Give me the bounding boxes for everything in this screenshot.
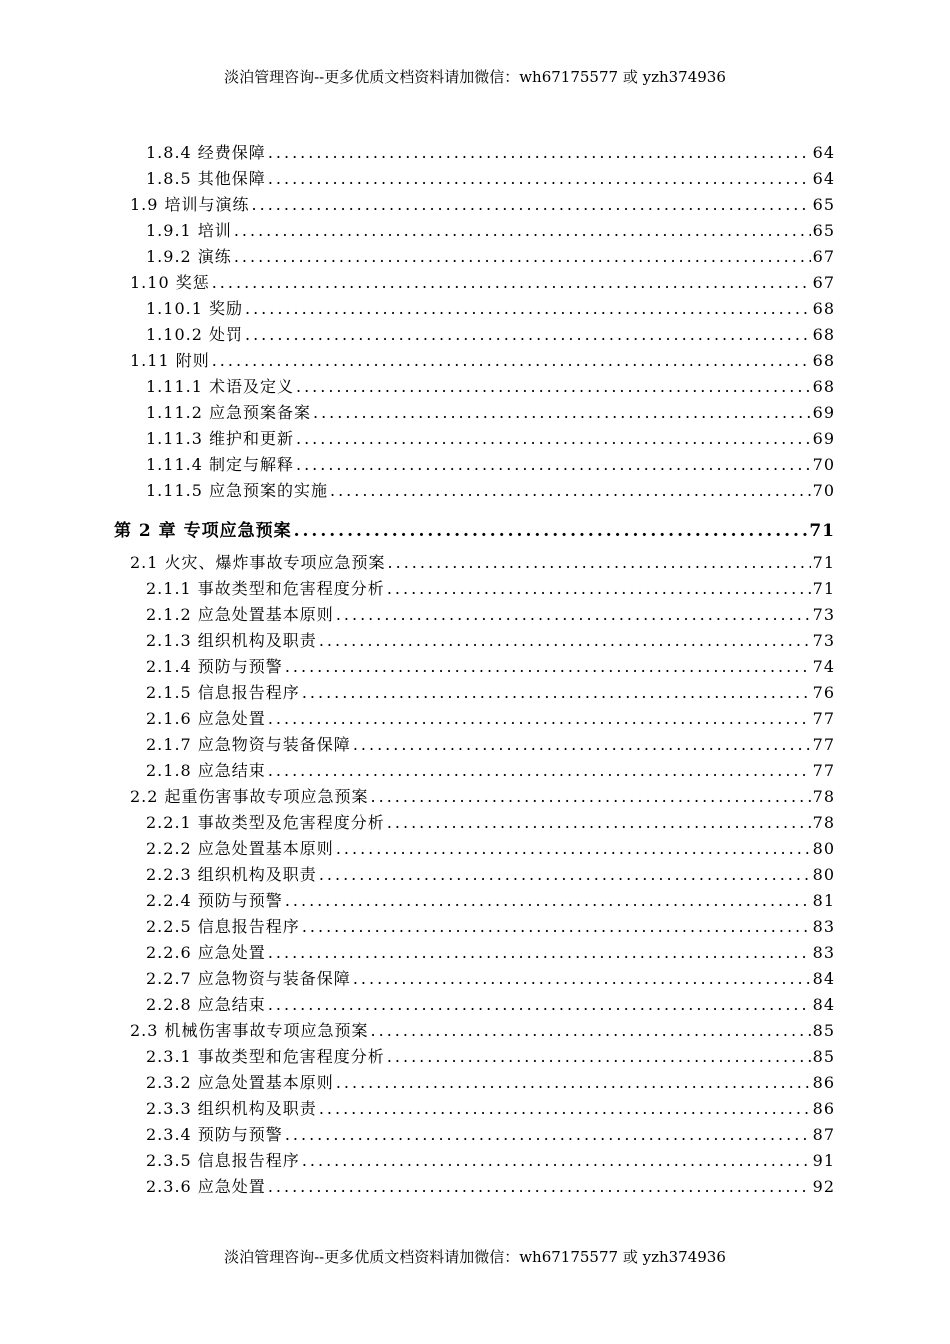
toc-page-number: 71 (809, 521, 835, 541)
toc-entry[interactable] (146, 836, 835, 859)
toc-page-number: 85 (812, 1021, 835, 1040)
toc-entry-title: 2.2.2 应急处置基本原则 (146, 839, 334, 858)
toc-entry[interactable] (146, 706, 835, 729)
toc-dot-leader (285, 657, 811, 676)
toc-dot-leader (302, 1151, 811, 1170)
toc-entry[interactable] (146, 1148, 835, 1171)
toc-entry[interactable] (146, 1122, 835, 1145)
toc-dot-leader (387, 813, 811, 832)
toc-entry[interactable] (146, 400, 835, 423)
toc-entry[interactable] (146, 940, 835, 963)
toc-page-number: 73 (812, 605, 835, 624)
toc-entry-title: 2.3.3 组织机构及职责 (146, 1099, 317, 1118)
toc-dot-leader (319, 865, 811, 884)
toc-entry-title: 2.3 机械伤害事故专项应急预案 (130, 1021, 369, 1040)
toc-entry-title: 2.1.1 事故类型和危害程度分析 (146, 579, 385, 598)
toc-entry[interactable] (146, 426, 835, 449)
toc-entry[interactable] (146, 244, 835, 267)
toc-entry[interactable] (146, 1070, 835, 1093)
toc-entry[interactable] (146, 166, 835, 189)
toc-dot-leader (245, 299, 811, 318)
toc-dot-leader (319, 1099, 811, 1118)
toc-entry[interactable] (146, 602, 835, 625)
toc-entry-title: 2.3.1 事故类型和危害程度分析 (146, 1047, 385, 1066)
toc-entry[interactable] (146, 296, 835, 319)
toc-entry-title: 2.2.1 事故类型及危害程度分析 (146, 813, 385, 832)
toc-page-number: 64 (812, 143, 835, 162)
toc-page-number: 68 (812, 299, 835, 318)
toc-page-number: 78 (812, 813, 835, 832)
toc-entry-title: 2.1.3 组织机构及职责 (146, 631, 317, 650)
toc-page-number: 83 (812, 943, 835, 962)
toc-entry[interactable] (146, 914, 835, 937)
toc-dot-leader (212, 351, 811, 370)
toc-entry[interactable] (130, 784, 835, 807)
toc-dot-leader (245, 325, 811, 344)
toc-entry[interactable] (130, 550, 835, 573)
toc-dot-leader (294, 521, 808, 541)
toc-dot-leader (387, 1047, 811, 1066)
toc-entry-title: 2.1 火灾、爆炸事故专项应急预案 (130, 553, 386, 572)
toc-entry-title: 2.2.4 预防与预警 (146, 891, 283, 910)
toc-dot-leader (268, 709, 811, 728)
toc-page-number: 91 (812, 1151, 835, 1170)
toc-entry[interactable] (146, 1044, 835, 1067)
toc-entry-title: 1.11.3 维护和更新 (146, 429, 294, 448)
toc-dot-leader (313, 403, 811, 422)
toc-entry-title: 2.2.3 组织机构及职责 (146, 865, 317, 884)
toc-page-number: 92 (812, 1177, 835, 1196)
toc-entry-title: 2.2.6 应急处置 (146, 943, 266, 962)
toc-entry[interactable] (146, 218, 835, 241)
page-header: 淡泊管理咨询--更多优质文档资料请加微信：wh67175577 或 yzh374936 (224, 68, 726, 86)
toc-page-number: 85 (812, 1047, 835, 1066)
toc-dot-leader (296, 429, 811, 448)
toc-page-number: 77 (812, 735, 835, 754)
toc-entry[interactable] (130, 270, 835, 293)
toc-entry[interactable] (146, 992, 835, 1015)
toc-entry-title: 1.9 培训与演练 (130, 195, 250, 214)
toc-page-number: 68 (812, 325, 835, 344)
toc-dot-leader (296, 377, 811, 396)
toc-page-number: 69 (812, 429, 835, 448)
toc-dot-leader (336, 605, 811, 624)
toc-page-number: 68 (812, 351, 835, 370)
toc-dot-leader (268, 995, 811, 1014)
toc-entry-title: 1.11.1 术语及定义 (146, 377, 294, 396)
toc-entry-title: 第 2 章 专项应急预案 (114, 521, 292, 541)
toc-page-number: 80 (812, 839, 835, 858)
toc-page-number: 67 (812, 273, 835, 292)
toc-dot-leader (330, 481, 811, 500)
toc-dot-leader (234, 247, 811, 266)
toc-entry[interactable] (130, 192, 835, 215)
toc-dot-leader (268, 1177, 811, 1196)
page-footer: 淡泊管理咨询--更多优质文档资料请加微信：wh67175577 或 yzh374936 (224, 1248, 726, 1266)
toc-entry[interactable] (146, 1174, 835, 1197)
toc-dot-leader (336, 839, 811, 858)
toc-entry-title: 1.11.4 制定与解释 (146, 455, 294, 474)
toc-entry-title: 1.8.4 经费保障 (146, 143, 266, 162)
toc-entry-title: 1.10.1 奖励 (146, 299, 243, 318)
toc-entry-title: 2.2.5 信息报告程序 (146, 917, 300, 936)
toc-page-number: 70 (812, 455, 835, 474)
toc-dot-leader (268, 143, 811, 162)
toc-entry-title: 2.1.5 信息报告程序 (146, 683, 300, 702)
toc-dot-leader (353, 735, 811, 754)
toc-entry[interactable] (146, 374, 835, 397)
toc-page-number: 83 (812, 917, 835, 936)
toc-entry-title: 2.1.6 应急处置 (146, 709, 266, 728)
toc-page-number: 71 (812, 553, 835, 572)
toc-entry[interactable] (146, 1096, 835, 1119)
toc-entry-title: 1.10.2 处罚 (146, 325, 243, 344)
toc-dot-leader (212, 273, 811, 292)
toc-page-number: 65 (812, 221, 835, 240)
toc-entry-title: 1.11 附则 (130, 351, 210, 370)
toc-dot-leader (268, 761, 811, 780)
toc-dot-leader (285, 891, 811, 910)
toc-entry[interactable] (146, 966, 835, 989)
toc-page-number: 86 (812, 1099, 835, 1118)
toc-entry[interactable] (146, 888, 835, 911)
toc-page-number: 67 (812, 247, 835, 266)
toc-page-number: 71 (812, 579, 835, 598)
toc-dot-leader (302, 683, 811, 702)
toc-dot-leader (252, 195, 811, 214)
toc-page-number: 81 (812, 891, 835, 910)
toc-entry-title: 2.2.8 应急结束 (146, 995, 266, 1014)
toc-dot-leader (302, 917, 811, 936)
toc-entry[interactable] (146, 654, 835, 677)
toc-entry-title: 2.3.2 应急处置基本原则 (146, 1073, 334, 1092)
toc-page-number: 87 (812, 1125, 835, 1144)
toc-dot-leader (371, 1021, 811, 1040)
toc-entry[interactable] (130, 348, 835, 371)
toc-entry[interactable] (146, 322, 835, 345)
toc-entry-title: 1.11.2 应急预案备案 (146, 403, 311, 422)
toc-entry[interactable] (146, 628, 835, 651)
toc-entry-title: 1.9.2 演练 (146, 247, 232, 266)
toc-page-number: 80 (812, 865, 835, 884)
toc-dot-leader (268, 169, 811, 188)
toc-page-number: 84 (812, 995, 835, 1014)
toc-entry[interactable] (146, 140, 835, 163)
toc-dot-leader (285, 1125, 811, 1144)
toc-page-number: 73 (812, 631, 835, 650)
toc-entry-title: 2.3.5 信息报告程序 (146, 1151, 300, 1170)
toc-entry-title: 2.3.6 应急处置 (146, 1177, 266, 1196)
toc-dot-leader (371, 787, 811, 806)
toc-entry[interactable] (130, 1018, 835, 1041)
toc-entry[interactable] (146, 452, 835, 475)
toc-entry-title: 2.2 起重伤害事故专项应急预案 (130, 787, 369, 806)
toc-entry[interactable] (146, 732, 835, 755)
toc-page-number: 86 (812, 1073, 835, 1092)
toc-page-number: 74 (812, 657, 835, 676)
toc-entry-title: 1.8.5 其他保障 (146, 169, 266, 188)
toc-entry-title: 1.10 奖惩 (130, 273, 210, 292)
toc-entry-title: 2.3.4 预防与预警 (146, 1125, 283, 1144)
toc-page-number: 70 (812, 481, 835, 500)
toc-dot-leader (387, 579, 811, 598)
toc-page-number: 65 (812, 195, 835, 214)
toc-dot-leader (268, 943, 811, 962)
toc-entry[interactable] (146, 862, 835, 885)
toc-entry-title: 2.2.7 应急物资与装备保障 (146, 969, 351, 988)
toc-entry-title: 1.9.1 培训 (146, 221, 232, 240)
toc-entry[interactable] (146, 478, 835, 501)
toc-page-number: 84 (812, 969, 835, 988)
toc-dot-leader (336, 1073, 811, 1092)
toc-page-number: 68 (812, 377, 835, 396)
toc-entry-title: 2.1.8 应急结束 (146, 761, 266, 780)
toc-page-number: 76 (812, 683, 835, 702)
toc-entry-title: 2.1.4 预防与预警 (146, 657, 283, 676)
toc-dot-leader (388, 553, 811, 572)
toc-dot-leader (353, 969, 811, 988)
toc-dot-leader (296, 455, 811, 474)
toc-page-number: 69 (812, 403, 835, 422)
toc-dot-leader (319, 631, 811, 650)
toc-entry-title: 2.1.7 应急物资与装备保障 (146, 735, 351, 754)
toc-entry[interactable] (146, 576, 835, 599)
toc-entry[interactable] (146, 758, 835, 781)
toc-entry[interactable] (146, 680, 835, 703)
toc-chapter-entry[interactable] (114, 516, 835, 541)
toc-page-number: 77 (812, 709, 835, 728)
toc-page-number: 77 (812, 761, 835, 780)
toc-dot-leader (234, 221, 811, 240)
toc-page-number: 64 (812, 169, 835, 188)
toc-entry-title: 2.1.2 应急处置基本原则 (146, 605, 334, 624)
toc-entry[interactable] (146, 810, 835, 833)
toc-entry-title: 1.11.5 应急预案的实施 (146, 481, 328, 500)
toc-page-number: 78 (812, 787, 835, 806)
